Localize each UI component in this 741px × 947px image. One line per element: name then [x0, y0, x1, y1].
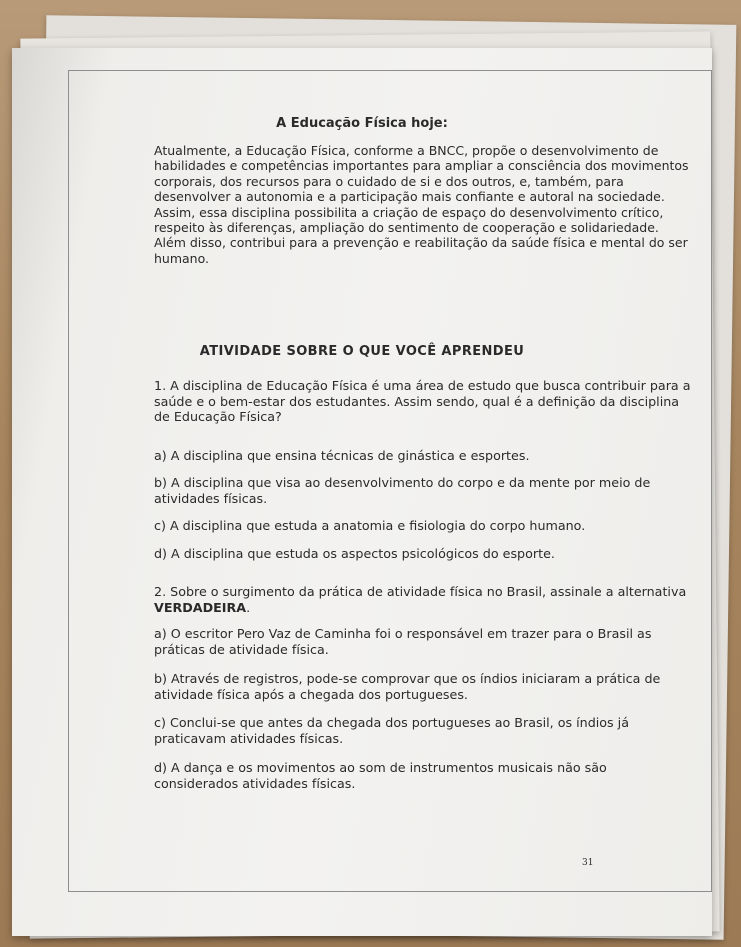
page-number: 31	[582, 858, 594, 868]
question-1	[154, 378, 694, 561]
question-2-option-c[interactable]: c) Conclui-se que antes da chegada dos portugueses ao Brasil, os índios já praticavam atividades físicas.	[154, 715, 629, 746]
question-2-text-main: 2. Sobre o surgimento da prática de atividade física no Brasil, assinale a alternativa	[154, 584, 687, 599]
question-2-option-a[interactable]: a) O escritor Pero Vaz de Caminha foi o responsável em trazer para o Brasil as práticas de atividade física.	[154, 626, 652, 657]
question-1-option-c[interactable]: c) A disciplina que estuda a anatomia e fisiologia do corpo humano.	[154, 518, 586, 533]
question-1-option-d[interactable]: d) A disciplina que estuda os aspectos psicológicos do esporte.	[154, 546, 555, 561]
question-2-text	[154, 584, 694, 615]
question-2-text-end: .	[246, 599, 251, 615]
question-1-option-b[interactable]: b) A disciplina que visa ao desenvolvimento do corpo e da mente por meio de atividades físicas.	[154, 475, 651, 506]
question-2-option-b[interactable]: b) Através de registros, pode-se comprovar que os índios iniciaram a prática de atividade física após a chegada dos portugueses.	[154, 671, 661, 702]
question-2	[154, 584, 694, 791]
worksheet-page	[12, 48, 712, 936]
question-1-text: 1. A disciplina de Educação Física é uma área de estudo que busca contribuir para a saúde e o bem-estar dos estudantes. Assim sendo, qual é a definição da disciplina de Educação Física?	[154, 378, 691, 425]
activity-title: ATIVIDADE SOBRE O QUE VOCÊ APRENDEU	[199, 344, 525, 359]
question-1-option-a[interactable]: a) A disciplina que ensina técnicas de ginástica e esportes.	[154, 448, 530, 463]
section-heading: A Educação Física hoje:	[276, 116, 448, 131]
question-2-option-d[interactable]: d) A dança e os movimentos ao som de instrumentos musicais não são considerados atividades físicas.	[154, 760, 607, 791]
question-2-emphasis: VERDADEIRA	[154, 599, 247, 615]
intro-paragraph: Atualmente, a Educação Física, conforme a BNCC, propõe o desenvolvimento de habilidades e competências importantes para ampliar a consciência dos movimentos corporais, dos recursos para o cuidado de si e dos outros, e, também, para desenvolver a autonomia e a participação mais confiante e autoral na sociedade. Assim, essa disciplina possibilita a criação de espaço do desenvolvimento crítico, respeito às diferenças, ampliação do sentimento de cooperação e solidariedade. Além disso, contribui para a prevenção e reabilitação da saúde física e mental do ser humano.	[154, 143, 689, 266]
